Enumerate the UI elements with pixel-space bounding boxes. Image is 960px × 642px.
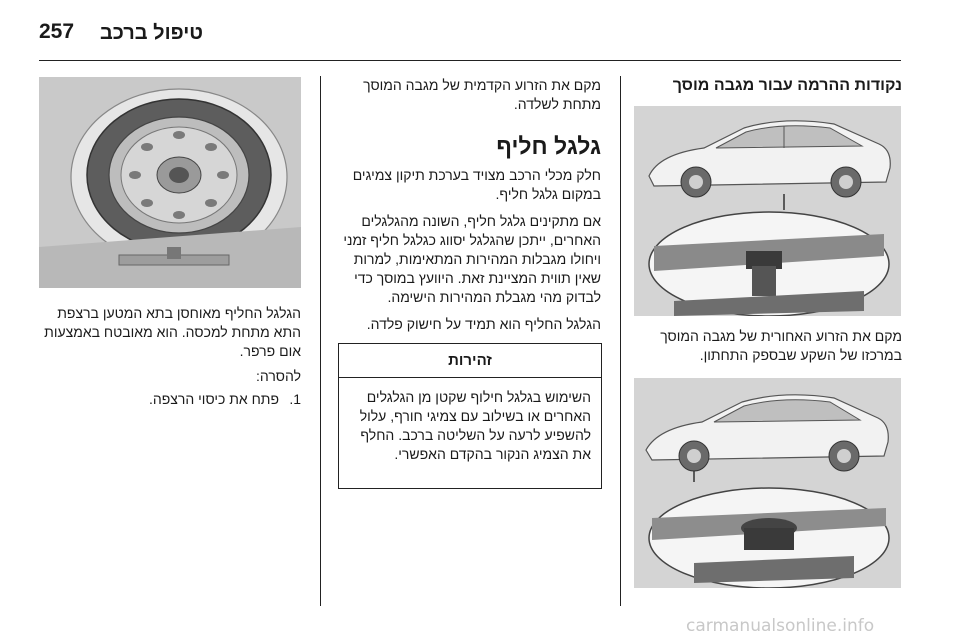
spare-wheel-para-3: הגלגל החליף הוא תמיד על חישוק פלדה. [366, 316, 601, 332]
left-column [39, 304, 301, 409]
column-divider-left [320, 76, 321, 606]
right-column [634, 76, 902, 95]
page-number: 257 [39, 20, 75, 43]
spare-wheel-para-1: חלק מכלי הרכב מצויד בערכת תיקון צמיגים במקום גלגל חליף. [352, 167, 601, 202]
figure-spare-wheel [39, 77, 301, 288]
caution-box [338, 343, 602, 489]
removal-steps [39, 390, 301, 409]
removal-label: להסרה: [255, 368, 301, 384]
right-column-caption [634, 327, 902, 365]
rear-arm-caption: מקם את הזרוע האחורית של מגבה המוסך במרכזו של השקע שבספק התחתון. [660, 328, 902, 363]
front-arm-text: מקם את הזרוע הקדמית של מגבה המוסך מתחת לשלדה. [363, 77, 601, 112]
spare-wheel-heading: גלגל חליף [496, 133, 601, 159]
caution-text: השימוש בגלגל חילוף שקטן מן הגלגלים האחרים או בשילוב עם צמיגי חורף, עלול להשפיע לרעה על השליטה ברכב. החלף את הצמיג הנקור בהקדם האפשרי. [359, 389, 591, 462]
spare-storage-text: הגלגל החליף מאוחסן בתא המטען ברצפת התא מתחת למכסה. הוא מאובטח באמצעות אום פרפר. [44, 305, 301, 359]
caution-title: זהירות [339, 344, 601, 378]
step-number: 1. [289, 391, 301, 407]
lifting-points-heading: נקודות ההרמה עבור מגבה מוסך [672, 77, 902, 94]
spare-wheel-illustration [39, 77, 301, 288]
step-text: פתח את כיסוי הרצפה. [149, 391, 279, 407]
figure-rear-lift-point [634, 378, 901, 588]
watermark: carmanualsonline.info [686, 616, 875, 636]
header-rule [39, 60, 901, 61]
figure-front-lift-point [634, 106, 901, 316]
spare-wheel-para-2: אם מתקינים גלגל חליף, השונה מהגלגלים האחרים, ייתכן שהגלגל יסווג כגלגל חליף זמני ויחולו מגבלות המהירות המתאימות, למרות שאין תווית המציינת זאת. היוועץ במוסך כדי לבדוק מהי מגבלת המהירות הישימה. [343, 213, 601, 305]
middle-column [337, 76, 601, 334]
column-divider-right [620, 76, 621, 606]
car-lift-front-illustration [634, 106, 901, 316]
removal-step [39, 390, 301, 409]
section-title: טיפול ברכב [100, 22, 204, 44]
car-lift-rear-illustration [634, 378, 901, 588]
